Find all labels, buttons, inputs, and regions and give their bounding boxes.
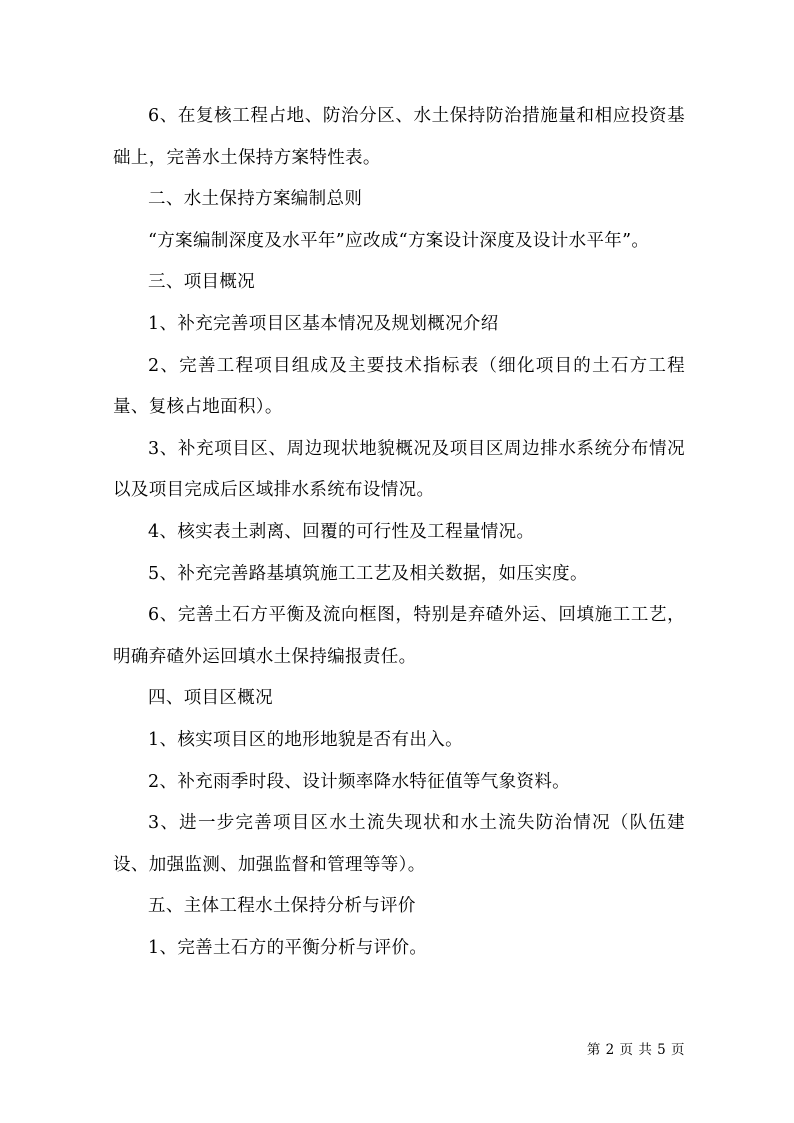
paragraph-components-table: 2、完善工程项目组成及主要技术指标表（细化项目的土石方工程量、复核占地面积）。 [113, 355, 685, 418]
paragraph-topsoil: 4、核实表土剥离、回覆的可行性及工程量情况。 [148, 521, 535, 542]
heading-area-overview: 四、项目区概况 [148, 688, 273, 709]
document-body [113, 96, 685, 969]
heading-analysis-evaluation: 五、主体工程水土保持分析与评价 [148, 896, 416, 917]
paragraph-erosion-status: 3、进一步完善项目区水土流失现状和水土流失防治情况（队伍建设、加强监测、加强监督和管理等等）。 [113, 813, 685, 875]
paragraph-earthwork-balance: 6、完善土石方平衡及流向框图，特别是弃碴外运、回填施工工艺，明确弃碴外运回填水土保持编报责任。 [113, 605, 685, 667]
paragraph-terrain: 1、核实项目区的地形地貌是否有出入。 [148, 729, 463, 750]
heading-general-principles: 二、水土保持方案编制总则 [148, 189, 363, 210]
paragraph-measures-table: 6、在复核工程占地、防治分区、水土保持防治措施量和相应投资基础上，完善水土保持方案特性表。 [113, 106, 685, 168]
paragraph-roadbed: 5、补充完善路基填筑施工工艺及相关数据，如压实度。 [148, 563, 588, 584]
heading-project-overview: 三、项目概况 [148, 272, 256, 293]
page-number-footer: 第 2 页 共 5 页 [586, 1042, 685, 1058]
paragraph-drainage: 3、补充项目区、周边现状地貌概况及项目区周边排水系统分布情况以及项目完成后区域排水系统布设情况。 [113, 438, 685, 501]
paragraph-rainfall: 2、补充雨季时段、设计频率降水特征值等气象资料。 [148, 771, 571, 792]
paragraph-balance-evaluation: 1、完善土石方的平衡分析与评价。 [148, 937, 428, 958]
paragraph-design-depth: “方案编制深度及水平年”应改成“方案设计深度及设计水平年”。 [148, 230, 650, 251]
paragraph-basic-info: 1、补充完善项目区基本情况及规划概况介绍 [148, 313, 499, 334]
